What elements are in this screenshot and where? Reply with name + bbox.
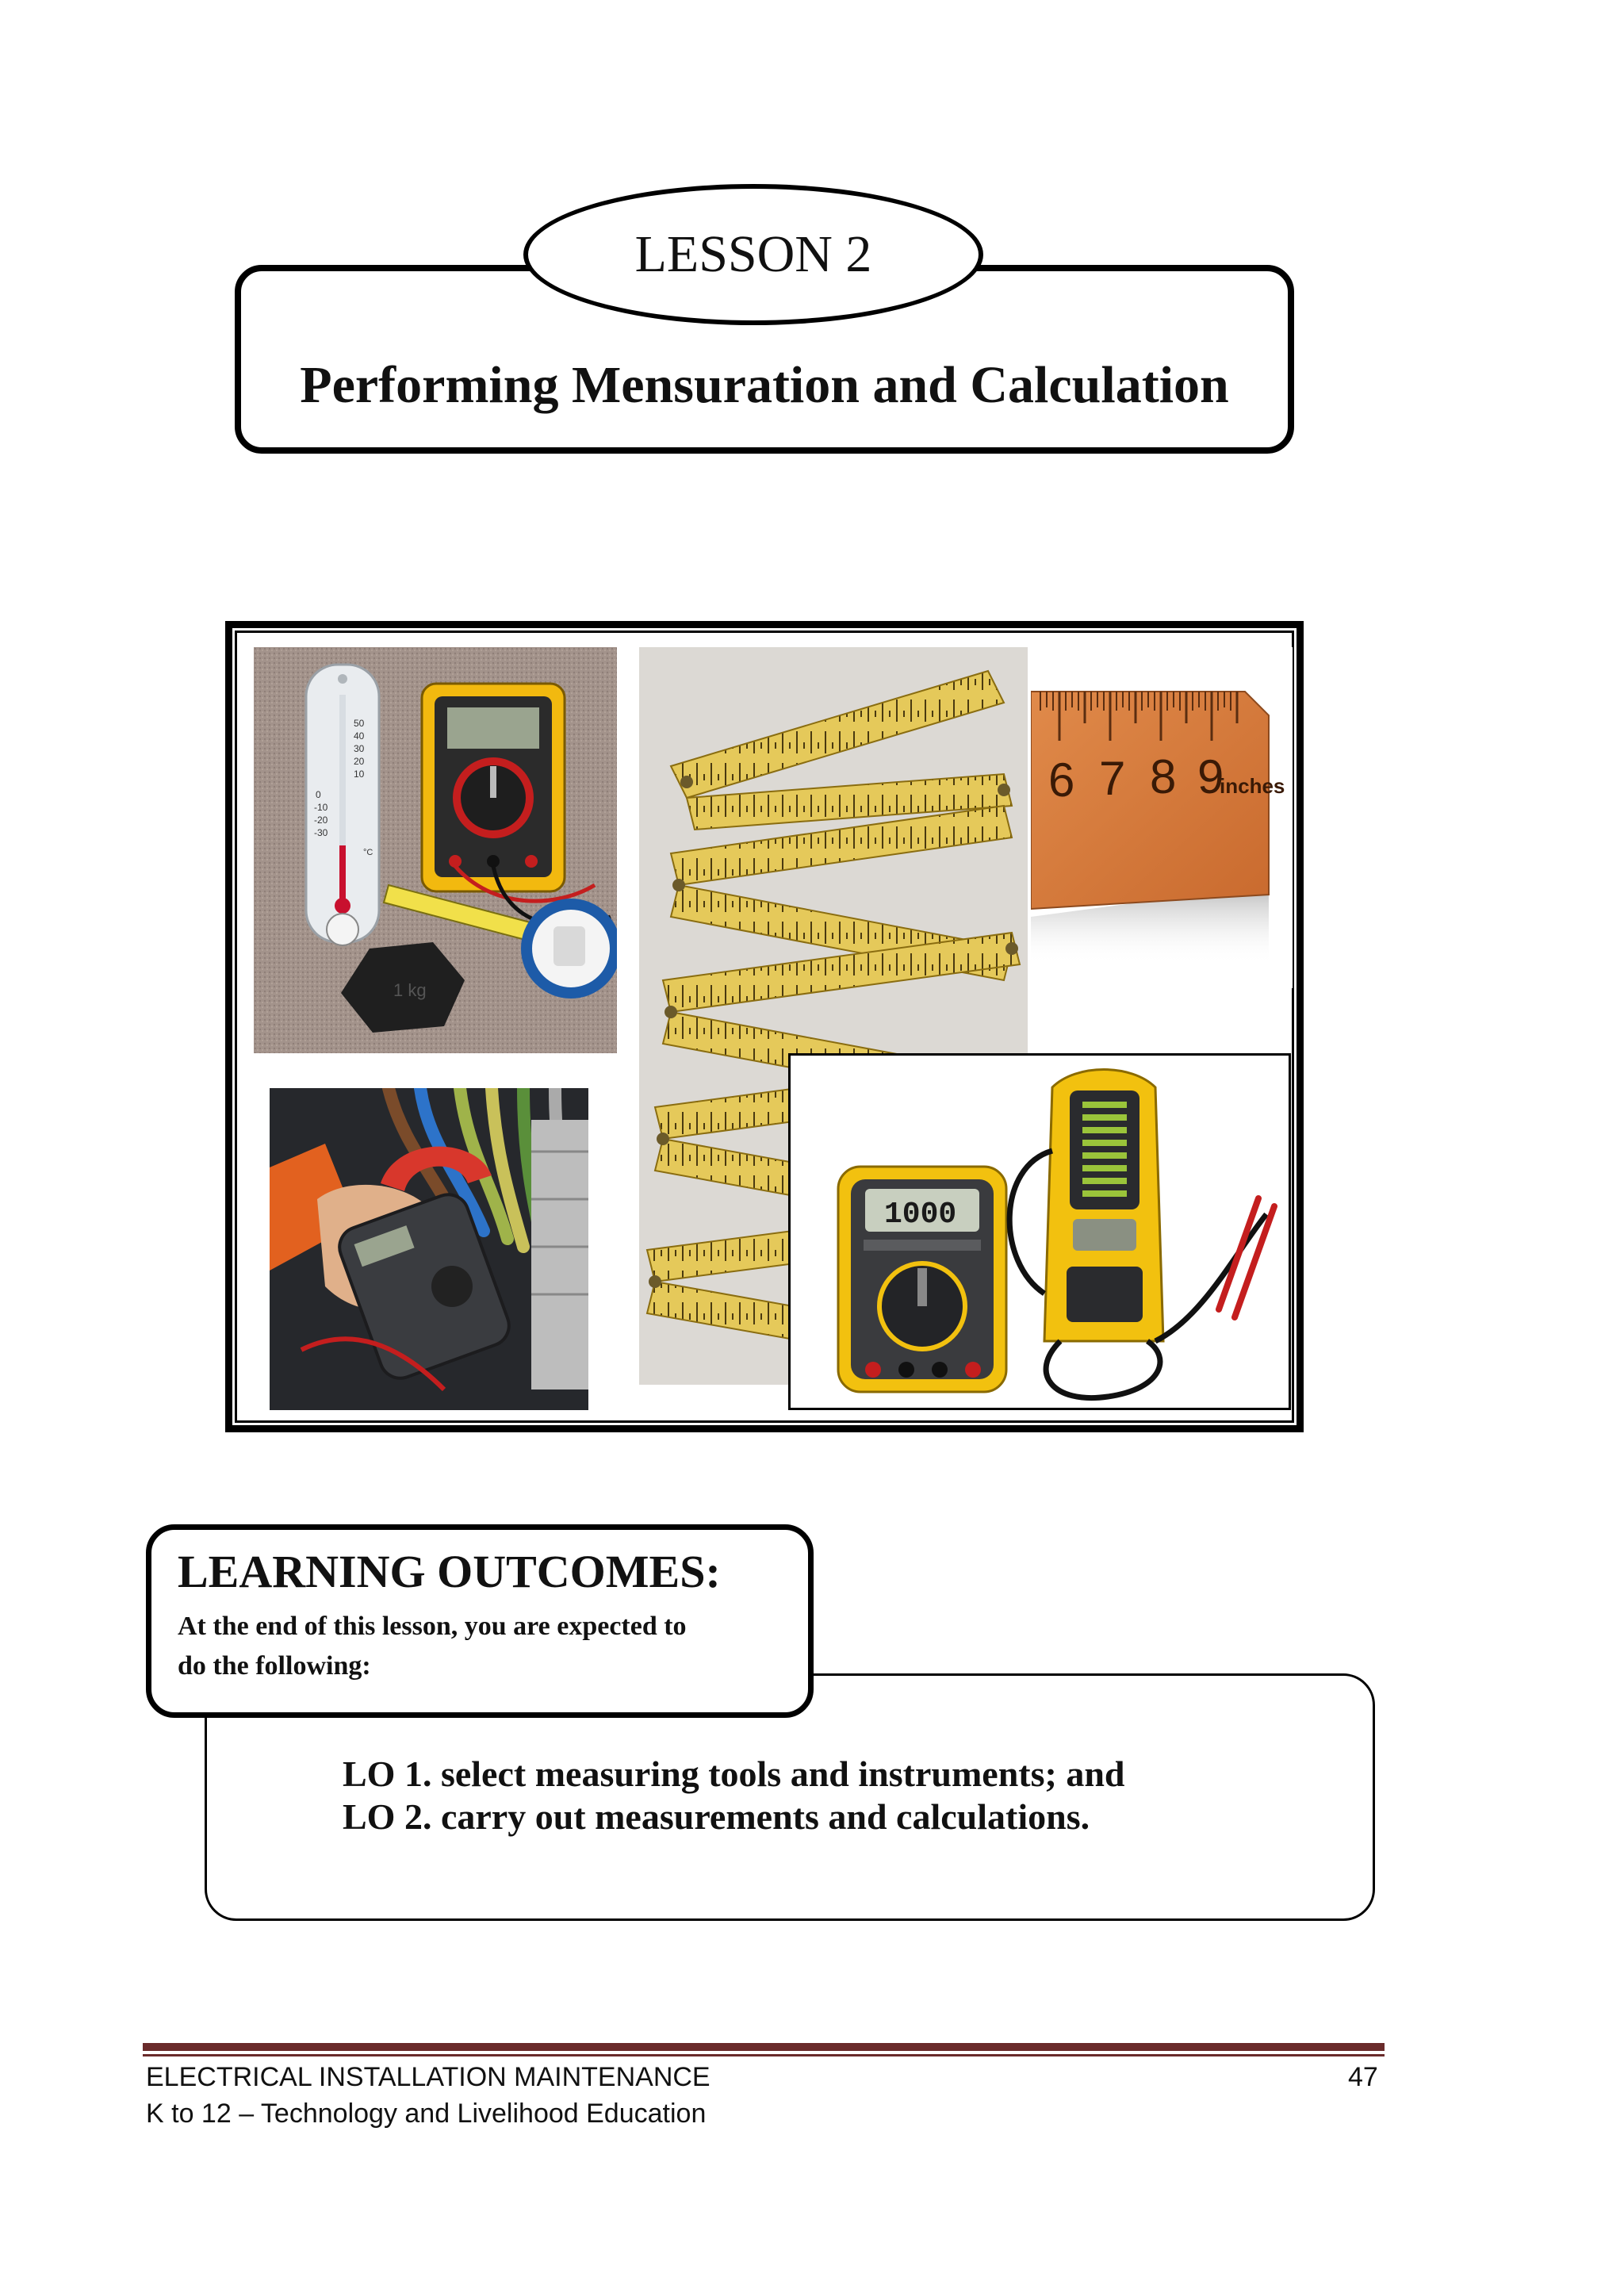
thermometer-unit: °C [363, 848, 373, 857]
learning-outcome-item: LO 1. select measuring tools and instruments; and [343, 1754, 1125, 1794]
clamp-meter-photo [270, 1088, 588, 1410]
ruler-number: 7 [1099, 752, 1126, 805]
multimeter-display: 1000 [884, 1198, 957, 1232]
page-number: 47 [1348, 2062, 1378, 2092]
ruler-icon [1031, 692, 1285, 909]
weight-label: 1 kg [393, 980, 427, 1000]
voltage-tester-icon [1044, 1070, 1163, 1342]
footer-program-name: K to 12 – Technology and Livelihood Education [146, 2099, 707, 2129]
lesson-title: Performing Mensuration and Calculation [300, 356, 1229, 414]
learning-outcome-item: LO 2. carry out measurements and calculations. [343, 1796, 1090, 1837]
lesson-label-oval [523, 184, 983, 325]
ruler-number: 8 [1150, 750, 1177, 803]
multimeter-tester-photo [788, 1053, 1291, 1410]
thermometer-tick-label: -30 [314, 827, 328, 838]
thermometer-tick-label: -20 [314, 815, 328, 826]
lesson-label: LESSON 2 [634, 225, 872, 283]
digital-multimeter-icon [838, 1167, 1006, 1392]
learning-outcomes-intro [178, 1607, 796, 1686]
thermometer-icon [306, 665, 379, 945]
thermometer-tick-label: 30 [354, 743, 365, 754]
thermometer-tick-label: 50 [354, 718, 365, 729]
measuring-tools-photo [254, 647, 617, 1053]
thermometer-tick-label: 0 [316, 789, 321, 800]
ruler-unit-label: inches [1220, 774, 1285, 798]
ruler-number: 9 [1197, 750, 1224, 803]
thermometer-tick-label: 40 [354, 730, 365, 742]
wooden-ruler-photo [1031, 647, 1293, 988]
thermometer-tick-label: -10 [314, 802, 328, 813]
intro-line: At the end of this lesson, you are expected to [178, 1612, 687, 1641]
digital-multimeter-icon [422, 684, 565, 891]
thermometer-tick-label: 10 [354, 769, 365, 780]
footer-rule [143, 2043, 1385, 2051]
footer-rule [143, 2054, 1385, 2056]
ruler-number: 6 [1048, 753, 1075, 807]
thermometer-tick-label: 20 [354, 756, 365, 767]
footer-course-name: ELECTRICAL INSTALLATION MAINTENANCE [146, 2062, 710, 2092]
learning-outcomes-heading: LEARNING OUTCOMES: [178, 1546, 721, 1597]
intro-line: do the following: [178, 1651, 371, 1681]
